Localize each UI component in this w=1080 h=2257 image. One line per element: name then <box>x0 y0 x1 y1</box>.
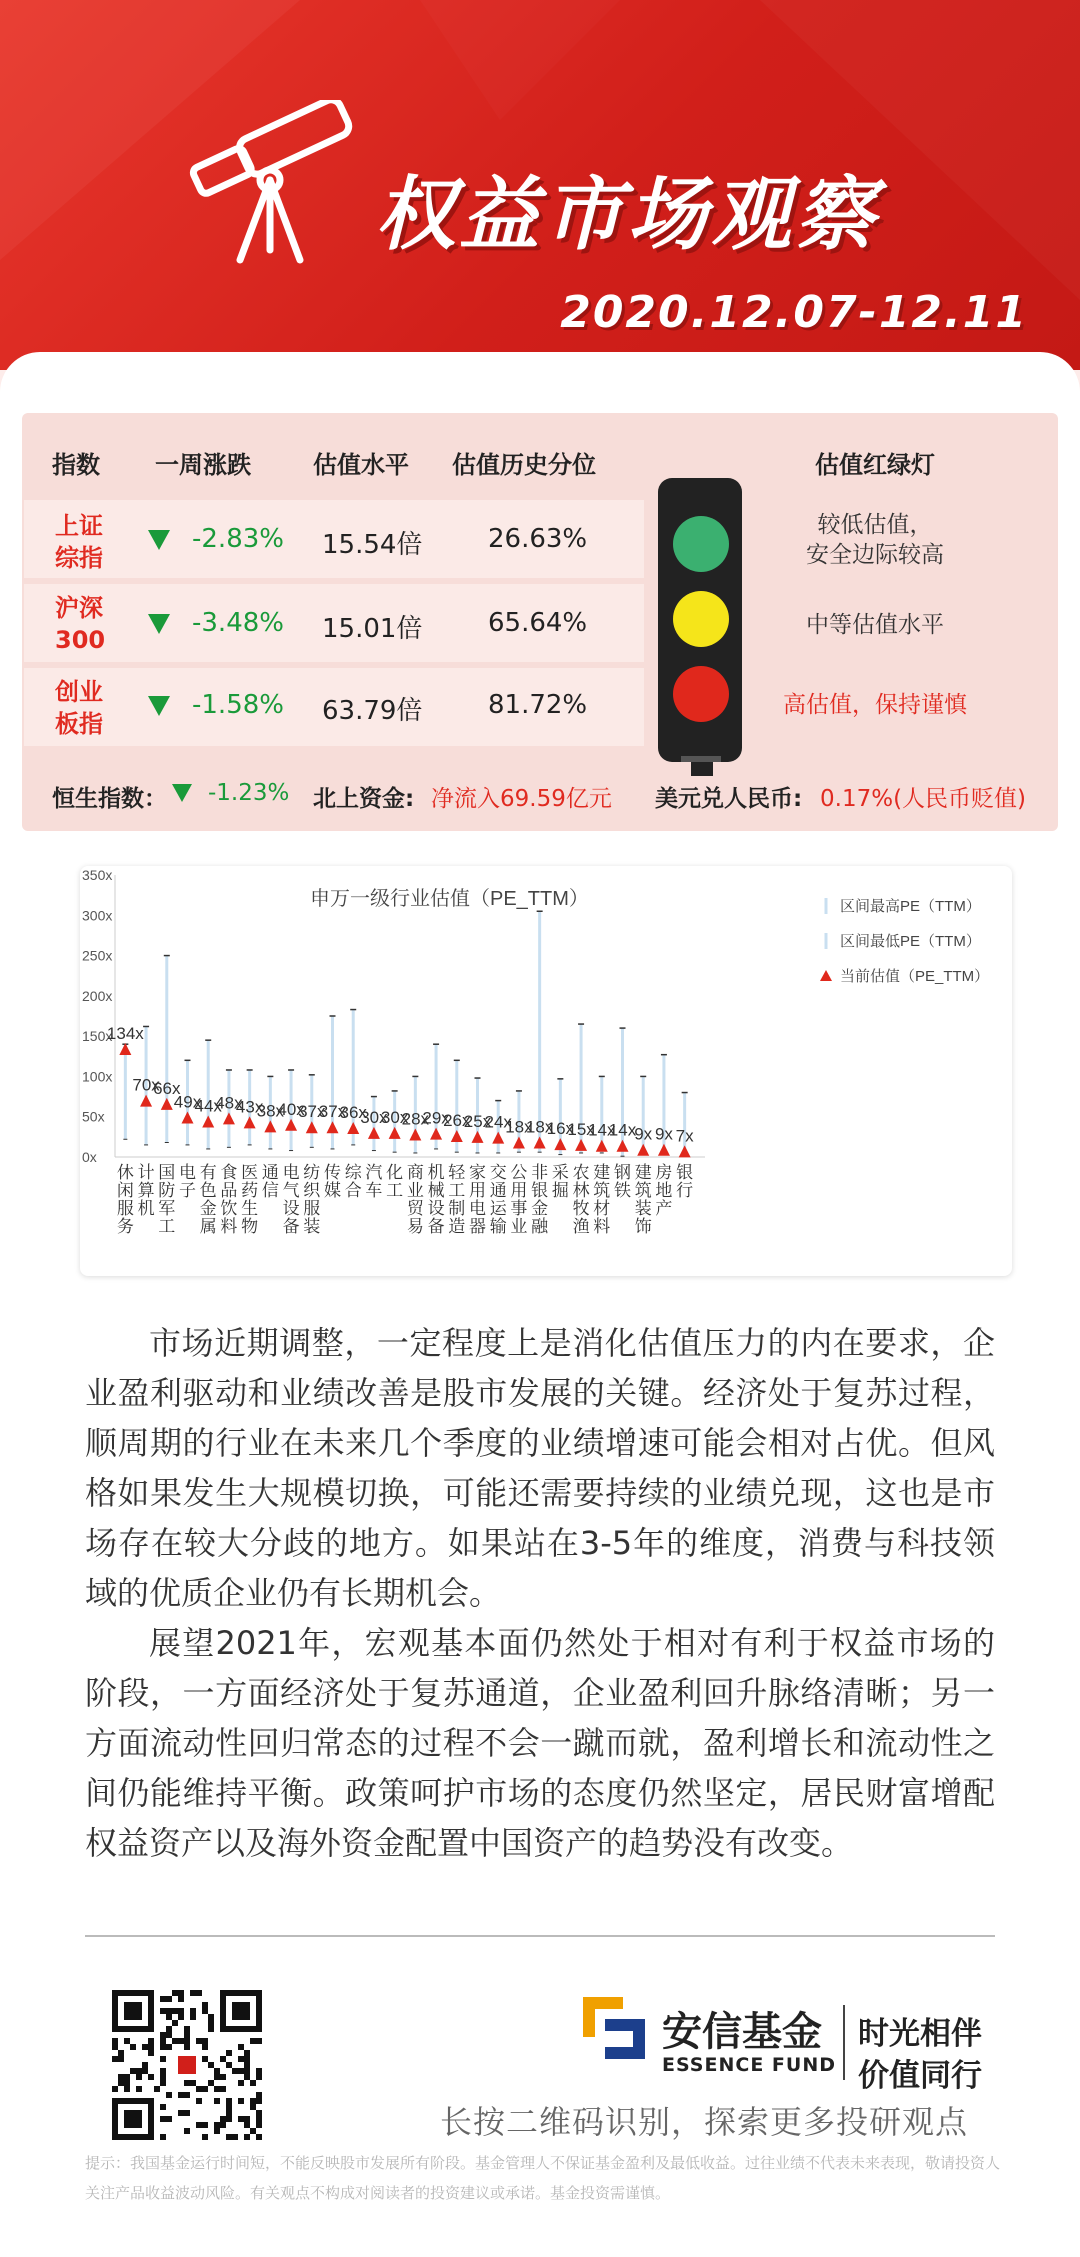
current-pe-label: 36x <box>339 1102 367 1122</box>
category-label: 器 <box>469 1217 486 1237</box>
category-label: 家 <box>469 1163 486 1183</box>
current-pe-point <box>389 1127 401 1139</box>
category-label: 工 <box>386 1181 404 1201</box>
category-label: 闲 <box>116 1181 134 1201</box>
current-pe-point <box>244 1116 256 1128</box>
y-tick-label: 200x <box>82 987 113 1004</box>
legend-current-marker <box>820 970 832 981</box>
current-pe-label: 14x <box>588 1120 616 1140</box>
category-label: 防 <box>158 1181 176 1201</box>
qr-call-to-action: 长按二维码识别，探索更多投研观点 <box>440 2103 969 2141</box>
disclaimer: 提示：我国基金运行时间短，不能反映股市发展所有阶段。基金管理人不保证基金盈利及最低收益。过往业绩不代表未来表现，敬请投资人关注产品收益波动风险。有关观点不构成对阅读者的投资建议或承诺。基金投资需谨慎。 <box>85 2154 1001 2202</box>
header-index: 指数 <box>52 451 100 479</box>
down-arrow-icon <box>148 696 170 716</box>
category-label: 机 <box>137 1199 155 1219</box>
category-label: 纺 <box>303 1163 321 1183</box>
category-label: 建 <box>634 1163 652 1183</box>
category-label: 通 <box>261 1163 279 1183</box>
header-valuation: 估值水平 <box>313 451 409 479</box>
current-pe-label: 40x <box>277 1099 305 1119</box>
current-pe-point <box>658 1144 670 1156</box>
percentile: 65.64% <box>488 608 588 638</box>
current-pe-point <box>513 1136 525 1148</box>
light-label-green: 较低估值， 安全边际较高 <box>806 512 944 568</box>
category-label: 饮 <box>220 1199 238 1219</box>
current-pe-label: 70x <box>132 1075 160 1095</box>
current-pe-point <box>575 1139 587 1151</box>
brand-divider <box>843 2005 845 2080</box>
category-label: 农 <box>572 1163 590 1183</box>
category-label: 物 <box>241 1217 259 1237</box>
category-label: 械 <box>427 1181 445 1201</box>
valuation: 15.01倍 <box>322 614 423 644</box>
y-tick-label: 300x <box>82 907 113 924</box>
category-label: 房 <box>655 1163 673 1183</box>
category-label: 属 <box>199 1217 217 1237</box>
green-light <box>673 516 729 572</box>
current-pe-point <box>492 1132 504 1144</box>
paragraph-2: 展望2021年，宏观基本面仍然处于相对有利于权益市场的阶段，一方面经济处于复苏通道，企业盈利回升脉络清晰；另一方面流动性回归常态的过程不会一蹴而就，盈利增长和流动性之间仍能维持平衡。政策呵护市场的态度仍然坚定，居民财富增配权益资产以及海外资金配置中国资产的趋势没有改变。 <box>85 1624 995 1862</box>
current-pe-label: 16x <box>546 1119 575 1139</box>
hs-change: -1.23% <box>208 780 290 806</box>
category-label: 机 <box>427 1163 445 1183</box>
current-pe-point <box>637 1144 649 1156</box>
category-label: 工 <box>158 1217 176 1237</box>
current-pe-label: 28x <box>401 1109 430 1129</box>
category-label: 织 <box>303 1181 321 1201</box>
category-label: 服 <box>303 1199 321 1219</box>
traffic-light-pole <box>691 762 713 776</box>
category-label: 牧 <box>572 1199 590 1219</box>
current-pe-point <box>679 1145 691 1157</box>
current-pe-point <box>140 1095 152 1107</box>
category-label: 综 <box>344 1163 362 1183</box>
y-tick-label: 350x <box>82 867 113 883</box>
current-pe-label: 25x <box>463 1111 492 1131</box>
legend-low: 区间最低PE（TTM） <box>840 933 981 950</box>
category-label: 车 <box>365 1181 383 1201</box>
current-pe-label: 134x <box>106 1024 144 1044</box>
category-label: 服 <box>116 1199 134 1219</box>
y-tick-label: 0x <box>82 1149 97 1165</box>
category-label: 轻 <box>448 1163 466 1183</box>
category-label: 地 <box>655 1181 673 1201</box>
category-label: 药 <box>241 1181 259 1201</box>
current-pe-point <box>347 1122 359 1134</box>
legend-current: 当前估值（PE_TTM） <box>840 968 990 985</box>
category-label: 品 <box>220 1181 238 1201</box>
category-label: 信 <box>261 1181 279 1201</box>
current-pe-label: 37x <box>318 1102 347 1122</box>
header-weekly-change: 一周涨跌 <box>155 451 251 479</box>
qr-code[interactable] <box>112 1990 262 2140</box>
down-arrow-icon <box>148 614 170 634</box>
page-title: 权益市场观察 <box>375 168 879 261</box>
brand-name: 安信基金 <box>662 2009 822 2055</box>
yellow-light <box>673 591 729 647</box>
light-label-red: 高估值，保持谨慎 <box>783 692 967 718</box>
current-pe-label: 18x <box>505 1117 533 1137</box>
current-pe-point <box>182 1112 194 1124</box>
down-arrow-icon <box>172 784 192 802</box>
current-pe-point <box>409 1128 421 1140</box>
category-label: 国 <box>158 1163 176 1183</box>
usd-label: 美元兑人民币: <box>655 786 803 812</box>
category-label: 料 <box>593 1217 611 1237</box>
current-pe-point <box>554 1138 566 1150</box>
category-label: 工 <box>448 1181 466 1201</box>
current-pe-label: 30x <box>380 1107 409 1127</box>
current-pe-label: 14x <box>608 1120 637 1140</box>
current-pe-point <box>306 1121 318 1133</box>
category-label: 设 <box>427 1199 445 1219</box>
category-label: 制 <box>448 1199 466 1219</box>
north-label: 北上资金: <box>313 786 415 812</box>
category-label: 事 <box>510 1199 528 1219</box>
category-label: 银 <box>676 1163 694 1183</box>
current-pe-label: 9x <box>634 1124 653 1144</box>
category-label: 业 <box>406 1181 424 1201</box>
category-label: 贸 <box>406 1199 424 1219</box>
category-label: 备 <box>282 1217 300 1237</box>
category-label: 备 <box>427 1217 445 1237</box>
index-name: 沪深 300 <box>55 594 106 654</box>
category-label: 装 <box>634 1199 652 1219</box>
y-tick-label: 100x <box>82 1068 113 1085</box>
category-label: 合 <box>344 1181 362 1201</box>
y-tick-label: 250x <box>82 947 113 964</box>
category-label: 电 <box>469 1199 486 1219</box>
category-label: 渔 <box>572 1217 590 1237</box>
category-label: 计 <box>137 1163 155 1183</box>
category-label: 生 <box>241 1199 259 1219</box>
current-pe-label: 18x <box>525 1117 554 1137</box>
weekly-change: -1.58% <box>192 690 284 720</box>
category-label: 传 <box>324 1163 341 1183</box>
category-label: 金 <box>199 1199 217 1219</box>
date-range: 2020.12.07-12.11 <box>560 287 1028 338</box>
index-name: 创业 板指 <box>55 678 103 738</box>
category-label: 装 <box>303 1217 321 1237</box>
category-label: 交 <box>489 1163 507 1183</box>
category-label: 用 <box>469 1181 486 1201</box>
category-label: 输 <box>489 1217 507 1237</box>
current-pe-point <box>596 1140 608 1152</box>
current-pe-label: 43x <box>235 1097 264 1117</box>
category-label: 务 <box>116 1217 134 1237</box>
current-pe-point <box>264 1120 276 1132</box>
chart-legend <box>750 897 989 985</box>
current-pe-point <box>223 1112 235 1124</box>
current-pe-label: 30x <box>360 1107 388 1127</box>
category-label: 掘 <box>551 1181 569 1201</box>
light-label-yellow: 中等估值水平 <box>806 612 944 638</box>
current-pe-label: 37x <box>298 1102 326 1122</box>
telescope-icon <box>170 100 370 270</box>
current-pe-point <box>534 1136 546 1148</box>
current-pe-label: 48x <box>215 1093 243 1113</box>
category-label: 汽 <box>365 1163 383 1183</box>
category-label: 军 <box>158 1199 176 1219</box>
paragraph-1: 市场近期调整，一定程度上是消化估值压力的内在要求，企业盈利驱动和业绩改善是股市发展的关键。经济处于复苏过程，顺周期的行业在未来几个季度的业绩增速可能会相对占优。但风格如果发生大规模切换，可能还需要持续的业绩兑现，这也是市场存在较大分歧的地方。如果站在3-5年的维度，消费与科技领域的优质企业仍有长期机会。 <box>85 1324 995 1612</box>
category-label: 用 <box>510 1181 528 1201</box>
category-label: 休 <box>116 1163 134 1183</box>
current-pe-label: 26x <box>443 1111 471 1131</box>
category-label: 行 <box>676 1181 694 1201</box>
category-label: 筑 <box>634 1181 652 1201</box>
category-label: 医 <box>241 1163 259 1183</box>
category-label: 非 <box>531 1163 549 1183</box>
current-pe-point <box>327 1121 339 1133</box>
y-tick-label: 150x <box>82 1028 113 1045</box>
percentile: 26.63% <box>488 524 588 554</box>
category-label: 料 <box>220 1217 238 1237</box>
category-label: 通 <box>489 1181 507 1201</box>
category-label: 气 <box>282 1181 300 1201</box>
current-pe-point <box>617 1140 629 1152</box>
category-label: 金 <box>531 1199 549 1219</box>
category-label: 银 <box>531 1181 549 1201</box>
chart-title: 申万一级行业估值（PE_TTM） <box>310 888 589 910</box>
category-label: 材 <box>593 1199 611 1219</box>
current-pe-label: 38x <box>256 1101 285 1121</box>
category-label: 色 <box>199 1181 217 1201</box>
valuation: 15.54倍 <box>322 530 423 560</box>
category-label: 有 <box>199 1163 217 1183</box>
brand-name-en: ESSENCE FUND <box>662 2054 836 2076</box>
category-label: 造 <box>448 1217 466 1237</box>
category-label: 业 <box>510 1217 528 1237</box>
current-pe-point <box>202 1116 214 1128</box>
category-label: 食 <box>220 1163 238 1183</box>
slogan-line-2: 价值同行 <box>858 2058 982 2094</box>
category-label: 子 <box>179 1181 196 1201</box>
current-pe-label: 7x <box>675 1126 694 1146</box>
current-pe-point <box>285 1119 297 1131</box>
header-light: 估值红绿灯 <box>815 451 935 479</box>
usd-value: 0.17%(人民币贬值) <box>820 786 1027 812</box>
current-pe-point <box>430 1128 442 1140</box>
north-value: 净流入69.59亿元 <box>431 786 612 812</box>
current-pe-point <box>368 1127 380 1139</box>
current-pe-point <box>472 1131 484 1143</box>
current-pe-label: 9x <box>654 1124 673 1144</box>
category-label: 媒 <box>324 1181 341 1201</box>
category-label: 采 <box>551 1163 569 1183</box>
category-label: 饰 <box>634 1217 652 1237</box>
weekly-change: -3.48% <box>192 608 284 638</box>
divider <box>85 1935 995 1937</box>
valuation: 63.79倍 <box>322 696 423 726</box>
category-label: 电 <box>179 1163 196 1183</box>
legend-high: 区间最高PE（TTM） <box>840 898 981 915</box>
category-label: 产 <box>655 1199 673 1219</box>
category-label: 筑 <box>593 1181 611 1201</box>
current-pe-point <box>451 1130 463 1142</box>
category-label: 算 <box>137 1181 155 1201</box>
category-label: 化 <box>386 1163 404 1183</box>
category-label: 铁 <box>614 1181 631 1201</box>
header-banner <box>0 0 1080 370</box>
current-pe-label: 24x <box>484 1112 512 1132</box>
current-pe-label: 66x <box>153 1078 181 1098</box>
down-arrow-icon <box>148 530 170 550</box>
category-label: 电 <box>282 1163 300 1183</box>
category-label: 运 <box>489 1199 507 1219</box>
current-pe-point <box>161 1098 173 1110</box>
category-label: 建 <box>593 1163 611 1183</box>
category-label: 融 <box>531 1217 549 1237</box>
category-label: 钢 <box>614 1163 631 1183</box>
pe-chart <box>80 866 1012 1276</box>
category-label: 林 <box>572 1181 590 1201</box>
category-label: 易 <box>406 1217 424 1237</box>
percentile: 81.72% <box>488 690 588 720</box>
essence-fund-logo <box>583 1997 645 2059</box>
category-label: 商 <box>406 1163 424 1183</box>
current-pe-point <box>119 1043 131 1055</box>
category-label: 公 <box>510 1163 528 1183</box>
slogan-line-1: 时光相伴 <box>858 2016 982 2052</box>
current-pe-label: 15x <box>567 1119 595 1139</box>
category-label: 设 <box>282 1199 300 1219</box>
red-light <box>673 666 729 722</box>
header-percentile: 估值历史分位 <box>452 451 596 479</box>
index-name: 上证 综指 <box>55 512 103 572</box>
current-pe-label: 49x <box>173 1092 202 1112</box>
y-tick-label: 50x <box>82 1108 105 1125</box>
weekly-change: -2.83% <box>192 524 284 554</box>
hs-label: 恒生指数： <box>52 786 167 812</box>
current-pe-label: 29x <box>422 1108 450 1128</box>
current-pe-label: 44x <box>194 1096 222 1116</box>
